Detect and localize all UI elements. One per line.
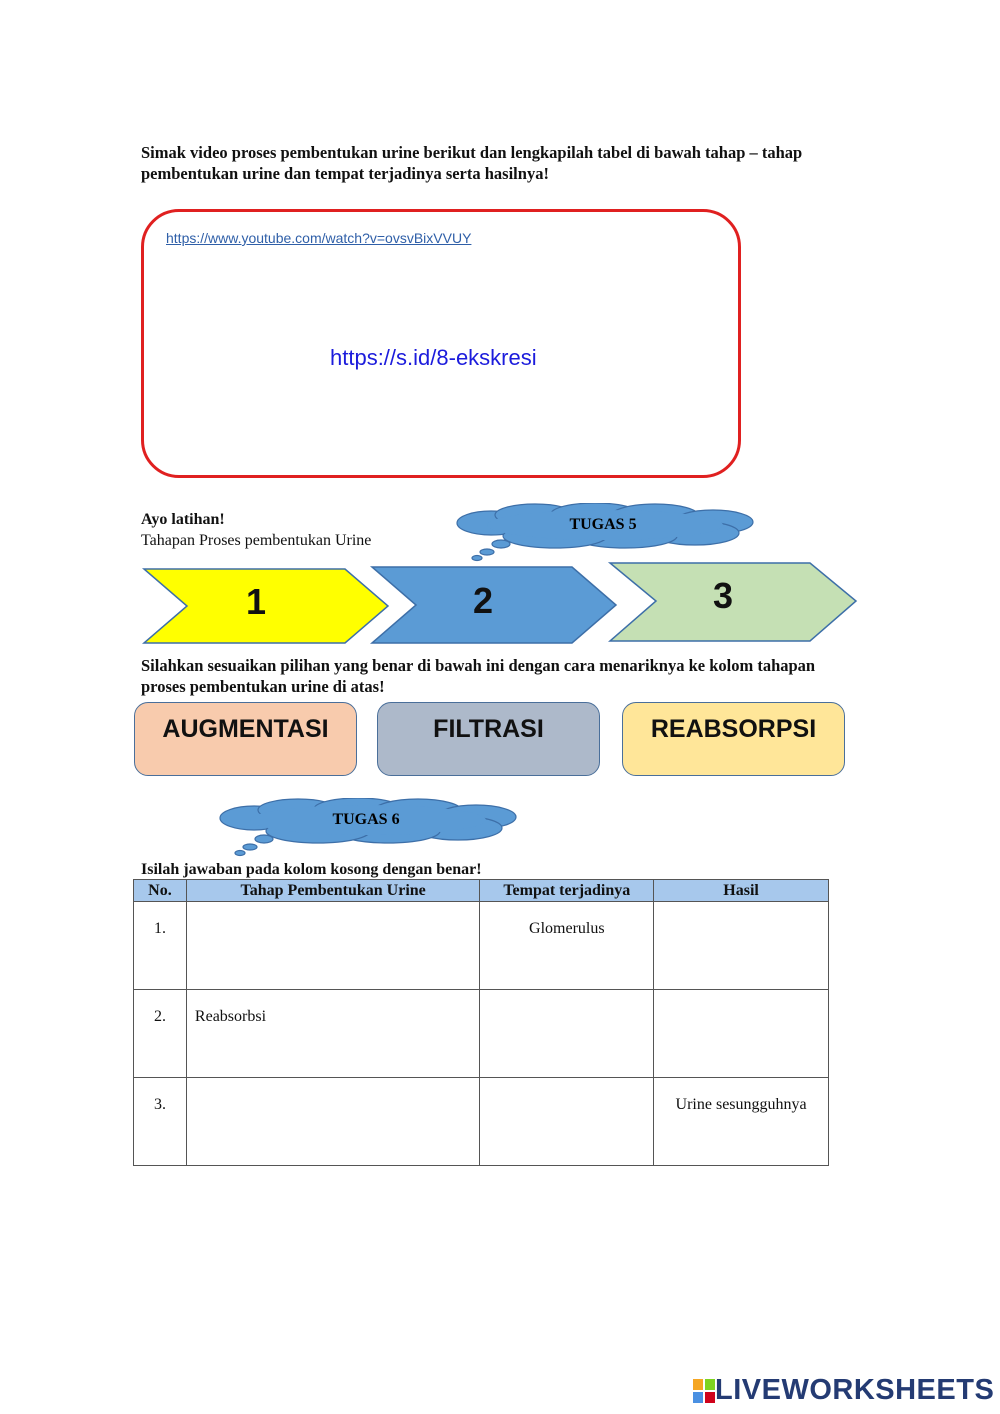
latihan-heading: Ayo latihan! <box>141 511 225 528</box>
tugas5-label: TUGAS 5 <box>569 516 637 533</box>
answer-table <box>133 879 829 1166</box>
header-tempat: Tempat terjadinya <box>480 880 654 902</box>
table-row <box>134 1078 829 1166</box>
option-reabsorpsi[interactable]: REABSORPSI <box>622 702 845 776</box>
answer-field-tempat[interactable] <box>480 990 654 1078</box>
chevron-2-label: 2 <box>472 580 494 621</box>
intro-instruction: Simak video proses pembentukan urine berikut dan lengkapilah tabel di bawah tahap – tahap pembentukan urine dan tempat terjadinya serta hasilnya! <box>141 143 803 183</box>
answer-field-tahap[interactable] <box>186 902 480 990</box>
table-row <box>134 990 829 1078</box>
tugas6-label: TUGAS 6 <box>332 811 400 828</box>
process-chevrons <box>140 561 860 645</box>
cell-tahap: Reabsorbsi <box>186 990 480 1078</box>
header-hasil: Hasil <box>654 880 829 902</box>
answer-field-hasil[interactable] <box>654 990 829 1078</box>
option-filtrasi[interactable]: FILTRASI <box>377 702 600 776</box>
tugas6-cloud <box>218 798 523 860</box>
option-augmentasi[interactable]: AUGMENTASI <box>134 702 357 776</box>
row-number: 3. <box>134 1078 187 1166</box>
liveworksheets-icon <box>693 1379 715 1403</box>
answer-field-tempat[interactable] <box>480 1078 654 1166</box>
liveworksheets-text: LIVEWORKSHEETS <box>715 1374 995 1406</box>
table-header-row <box>134 880 829 902</box>
short-link[interactable]: https://s.id/8-ekskresi <box>330 345 537 370</box>
row-number: 1. <box>134 902 187 990</box>
drag-instruction: Silahkan sesuaikan pilihan yang benar di bawah ini dengan cara menariknya ke kolom tahapan proses pembentukan urine di atas! <box>141 656 816 696</box>
latihan-subheading: Tahapan Proses pembentukan Urine <box>141 532 372 549</box>
header-tahap: Tahap Pembentukan Urine <box>186 880 480 902</box>
cell-hasil: Urine sesungguhnya <box>654 1078 829 1166</box>
table-instruction: Isilah jawaban pada kolom kosong dengan benar! <box>141 861 482 878</box>
liveworksheets-logo <box>693 1374 994 1407</box>
chevron-2 <box>372 567 616 643</box>
answer-field-tahap[interactable] <box>186 1078 480 1166</box>
chevron-3-label: 3 <box>712 575 734 616</box>
video-box <box>141 209 741 478</box>
header-no: No. <box>134 880 187 902</box>
answer-field-hasil[interactable] <box>654 902 829 990</box>
row-number: 2. <box>134 990 187 1078</box>
cell-tempat: Glomerulus <box>480 902 654 990</box>
table-row <box>134 902 829 990</box>
youtube-link[interactable]: https://www.youtube.com/watch?v=ovsvBixVVUY <box>166 230 472 246</box>
chevron-1-label: 1 <box>245 581 267 622</box>
tugas5-cloud <box>455 503 760 565</box>
